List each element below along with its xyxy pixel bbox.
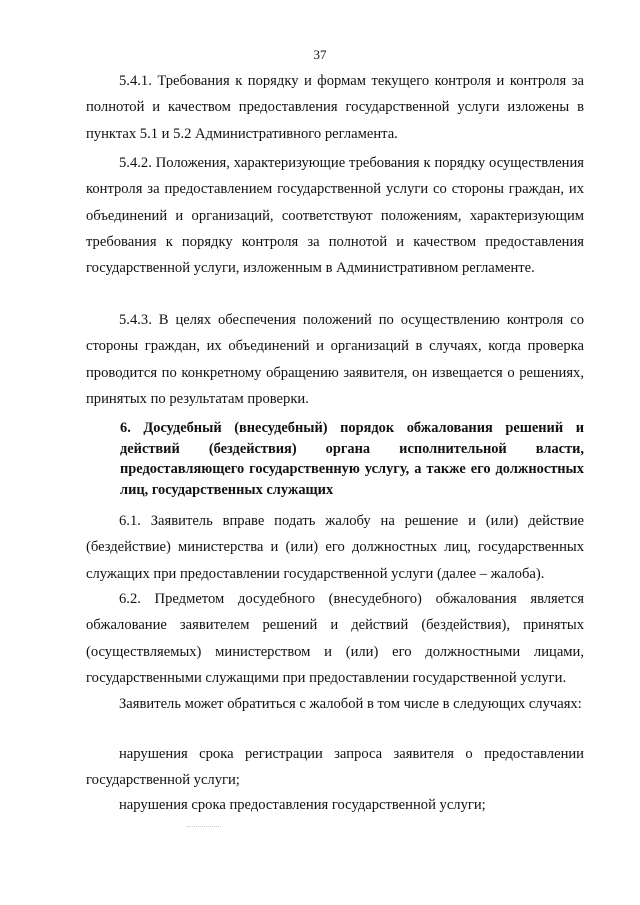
paragraph-6-1: 6.1. Заявитель вправе подать жалобу на решение и (или) действие (бездействие) министерства и (или) его должностных лиц, государственных служащих при предоставлении государственной услуги (далее – жалоба). [86, 513, 584, 582]
paragraph-5-4-3: 5.4.3. В целях обеспечения положений по осуществлению контроля со стороны граждан, их объединений и организаций в случаях, когда проверка проводится по конкретному обращению заявителя, он извещается о решениях, принятых по результатам проверки. [86, 312, 584, 407]
paragraph-cases-intro: Заявитель может обратиться с жалобой в том числе в следующих случаях: [119, 696, 582, 712]
scan-artifact [187, 826, 221, 828]
paragraph-case-1: нарушения срока регистрации запроса заявителя о предоставлении государственной услуги; [86, 746, 584, 789]
paragraph-case-2: нарушения срока предоставления государственной услуги; [119, 797, 486, 813]
page-number: 37 [313, 47, 327, 62]
section-heading-6: 6. Досудебный (внесудебный) порядок обжалования решений и действий (бездействия) органа исполнительной власти, предоставляющего государственную услугу, а также его должностных лиц, государственных служащих [120, 420, 584, 498]
paragraph-6-2: 6.2. Предметом досудебного (внесудебного) обжалования является обжалование заявителем решений и действий (бездействия), принятых (осуществляемых) министерством и (или) его должностными лицами, государственными служащими при предоставлении государственной услуги. [86, 591, 584, 686]
paragraph-5-4-2: 5.4.2. Положения, характеризующие требования к порядку осуществления контроля за предоставлением государственной услуги со стороны граждан, их объединений и организаций, соответствуют положениям, характеризующим требования к порядку контроля за полнотой и качеством предоставления государственной услуги, изложенным в Административном регламенте. [86, 155, 584, 277]
paragraph-5-4-1: 5.4.1. Требования к порядку и формам текущего контроля и контроля за полнотой и качеством предоставления государственной услуги изложены в пунктах 5.1 и 5.2 Административного регламента. [86, 73, 584, 142]
